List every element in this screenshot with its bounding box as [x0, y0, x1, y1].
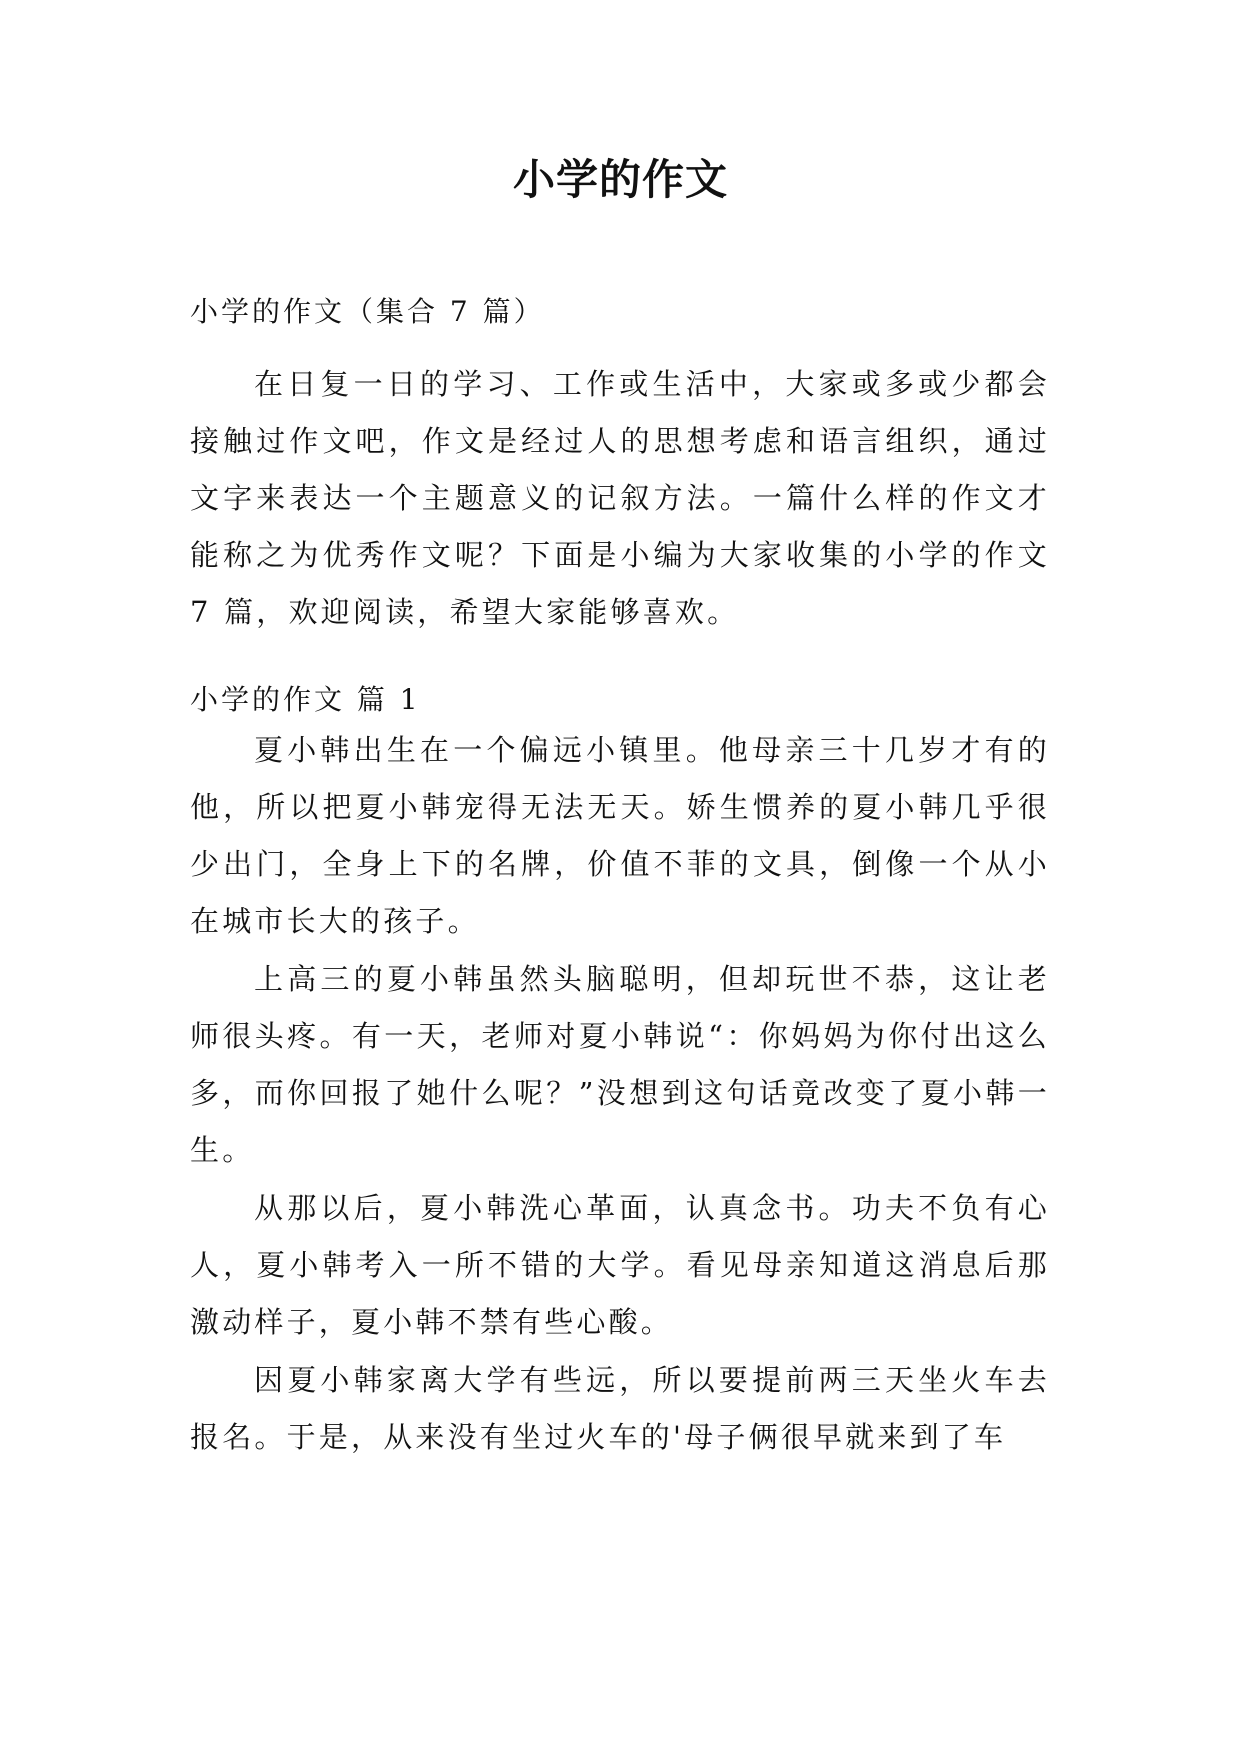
body-paragraph-1: 夏小韩出生在一个偏远小镇里。他母亲三十几岁才有的他，所以把夏小韩宠得无法无天。娇生惯养的夏小韩几乎很少出门，全身上下的名牌，价值不菲的文具，倒像一个从小在城市长大的孩子。: [190, 733, 1050, 938]
intro-paragraph: 在日复一日的学习、工作或生活中，大家或多或少都会接触过作文吧，作文是经过人的思想考虑和语言组织，通过文字来表达一个主题意义的记叙方法。一篇什么样的作文才能称之为优秀作文呢？下面是小编为大家收集的小学的作文 7 篇，欢迎阅读，希望大家能够喜欢。: [190, 367, 1050, 629]
body-paragraph-2: 上高三的夏小韩虽然头脑聪明，但却玩世不恭，这让老师很头疼。有一天，老师对夏小韩说“：你妈妈为你付出这么多，而你回报了她什么呢？”没想到这句话竟改变了夏小韩一生。: [190, 962, 1050, 1167]
body-paragraph-4: 因夏小韩家离大学有些远，所以要提前两三天坐火车去报名。于是，从来没有坐过火车的'母子俩很早就来到了车: [190, 1363, 1050, 1454]
document-title: 小学的作文: [512, 155, 728, 204]
document-subtitle: 小学的作文（集合 7 篇）: [190, 295, 545, 328]
body-paragraph-3: 从那以后，夏小韩洗心革面，认真念书。功夫不负有心人，夏小韩考入一所不错的大学。看见母亲知道这消息后那激动样子，夏小韩不禁有些心酸。: [190, 1191, 1050, 1339]
section-heading: 小学的作文 篇 1: [190, 683, 421, 716]
